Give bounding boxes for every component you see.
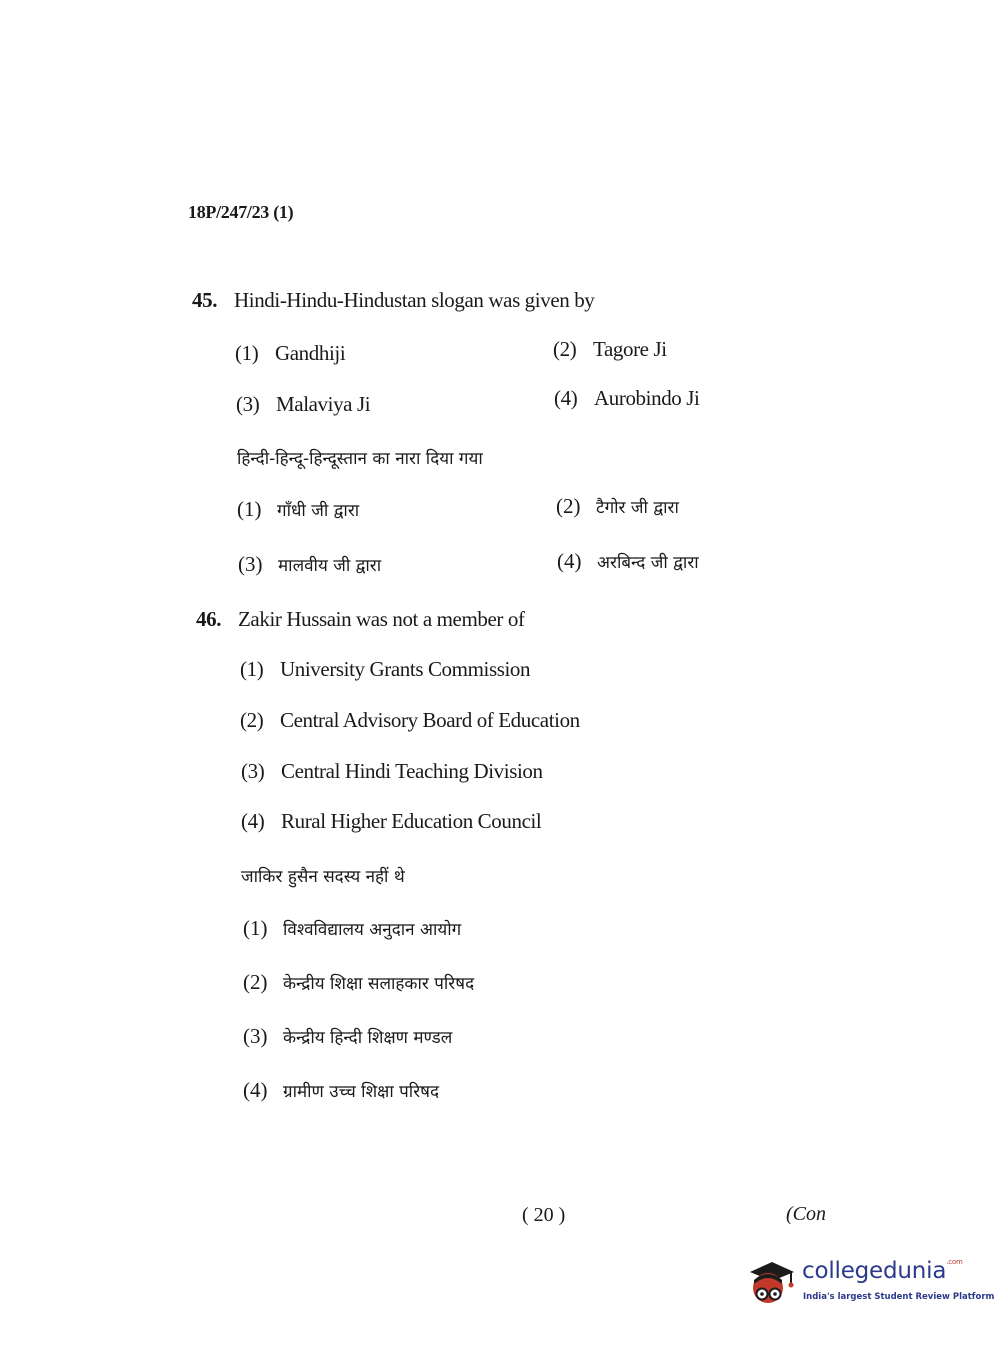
question-46	[196, 607, 525, 632]
q45-option-2-hi	[556, 494, 679, 519]
logo-domain: .com	[946, 1258, 963, 1266]
q45-option-1-en	[235, 341, 345, 366]
q45-option-3-hi	[238, 552, 381, 577]
option-text: केन्द्रीय शिक्षा सलाहकार परिषद	[283, 974, 475, 994]
question-45-text-hi: हिन्दी-हिन्दू-हिन्दूस्तान का नारा दिया गया	[237, 449, 483, 469]
q46-option-4-hi	[243, 1078, 439, 1103]
option-text: Malaviya Ji	[276, 392, 371, 416]
q46-option-2-en	[240, 708, 580, 733]
q46-option-1-hi	[243, 916, 461, 941]
option-text: अरबिन्द जी द्वारा	[597, 553, 699, 573]
logo-tagline: India's largest Student Review Platform	[803, 1292, 995, 1302]
q45-option-4-en	[554, 386, 699, 411]
option-text: विश्वविद्यालय अनुदान आयोग	[283, 920, 462, 940]
option-number: (4)	[554, 386, 578, 410]
option-text: ग्रामीण उच्च शिक्षा परिषद	[283, 1082, 440, 1102]
page-number: ( 20 )	[522, 1204, 566, 1226]
option-number: (3)	[238, 552, 263, 576]
option-number: (2)	[240, 708, 264, 732]
option-number: (1)	[237, 497, 262, 521]
option-text: गाँधी जी द्वारा	[277, 501, 360, 521]
option-text: केन्द्रीय हिन्दी शिक्षण मण्डल	[283, 1028, 453, 1048]
option-number: (2)	[553, 337, 577, 361]
option-text: टैगोर जी द्वारा	[596, 498, 679, 518]
question-45	[192, 288, 594, 313]
option-text: मालवीय जी द्वारा	[278, 556, 382, 576]
logo-name-text: collegedunia	[802, 1258, 947, 1284]
option-number: (2)	[556, 494, 581, 518]
q46-option-4-en	[241, 809, 541, 834]
option-text: Tagore Ji	[593, 337, 667, 361]
option-text: Rural Higher Education Council	[281, 809, 542, 833]
option-number: (3)	[243, 1024, 268, 1048]
logo-wordmark	[802, 1258, 963, 1284]
continued-marker: (Con	[786, 1203, 826, 1225]
option-number: (4)	[241, 809, 265, 833]
option-text: Central Hindi Teaching Division	[281, 759, 543, 783]
question-number: 45.	[192, 288, 218, 312]
paper-code: 18P/247/23 (1)	[188, 202, 294, 222]
option-number: (2)	[243, 970, 268, 994]
question-number: 46.	[196, 607, 222, 631]
option-text: Central Advisory Board of Education	[280, 708, 580, 732]
q45-option-1-hi	[237, 497, 359, 522]
option-text: Aurobindo Ji	[594, 386, 700, 410]
question-text-en: Zakir Hussain was not a member of	[238, 607, 525, 631]
q45-option-3-en	[236, 392, 370, 417]
option-number: (4)	[243, 1078, 268, 1102]
question-text-en: Hindi-Hindu-Hindustan slogan was given by	[234, 288, 595, 312]
q46-option-1-en	[240, 657, 530, 682]
option-number: (4)	[557, 549, 582, 573]
option-text: University Grants Commission	[280, 657, 531, 681]
question-46-text-hi: जाकिर हुसैन सदस्य नहीं थे	[241, 867, 405, 887]
mascot-icon	[742, 1254, 798, 1310]
option-number: (3)	[236, 392, 260, 416]
option-number: (1)	[243, 916, 268, 940]
q45-option-2-en	[553, 337, 667, 362]
option-number: (1)	[235, 341, 259, 365]
option-text: Gandhiji	[275, 341, 346, 365]
collegedunia-logo	[742, 1252, 995, 1312]
q45-option-4-hi	[557, 549, 699, 574]
q46-option-2-hi	[243, 970, 474, 995]
q46-option-3-hi	[243, 1024, 452, 1049]
option-number: (1)	[240, 657, 264, 681]
option-number: (3)	[241, 759, 265, 783]
q46-option-3-en	[241, 759, 543, 784]
